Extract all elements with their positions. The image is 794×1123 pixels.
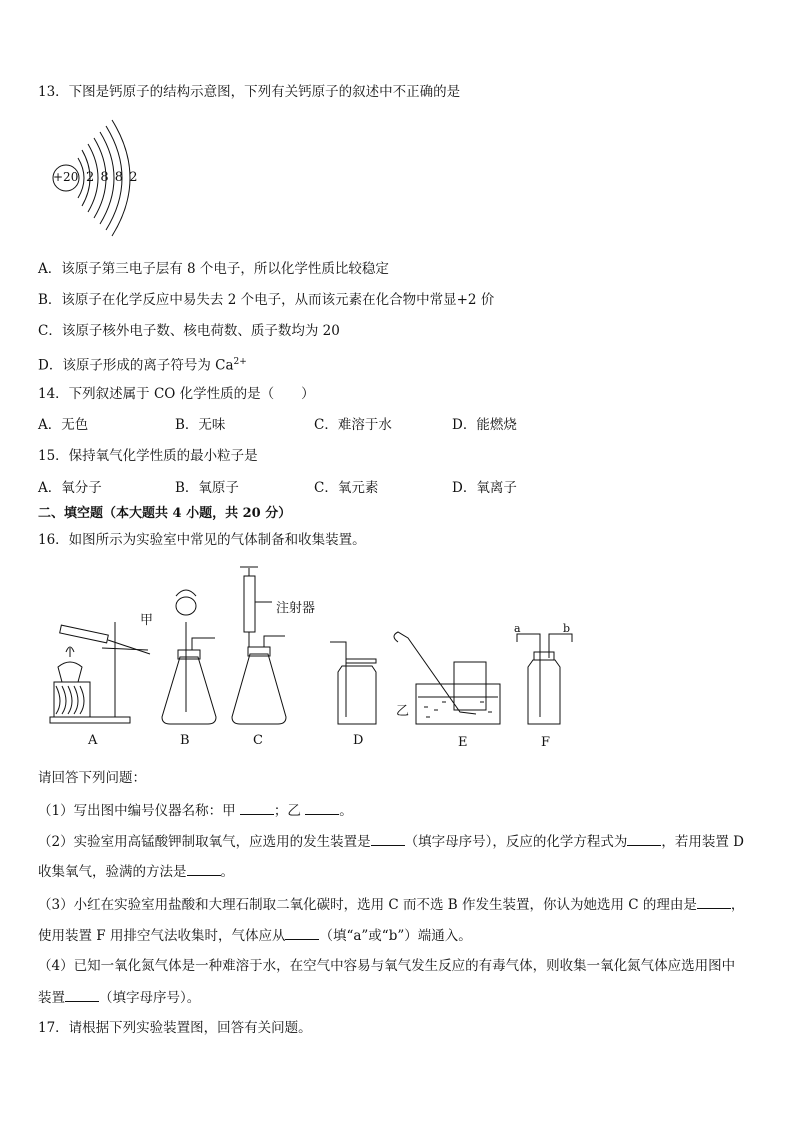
q16-part2-cont xyxy=(38,862,234,881)
apparatus-e xyxy=(394,632,500,724)
q15-stem: 15．保持氧气化学性质的最小粒子是 xyxy=(38,448,258,464)
q16-part2-d: 收集氧气，验满的方法是 xyxy=(38,864,187,880)
blank-port[interactable] xyxy=(285,926,319,940)
q16-part4-cont xyxy=(38,988,200,1007)
q16-part1-a: （1）写出图中编号仪器名称：甲 xyxy=(38,803,240,819)
q16-part2-b: （填字母序号），反应的化学方程式为 xyxy=(404,834,628,850)
blank-reason[interactable] xyxy=(697,895,731,909)
label-apparatus-f: F xyxy=(541,735,551,750)
apparatus-d xyxy=(330,642,376,724)
q16-part2-a: （2）实验室用高锰酸钾制取氧气，应选用的发生装置是 xyxy=(38,834,371,850)
q16-prompt: 请回答下列问题： xyxy=(38,770,146,786)
q16-part3-d: （填“a”或“b”）端通入。 xyxy=(319,928,472,944)
apparatus-f xyxy=(517,634,572,724)
blank-yi[interactable] xyxy=(305,801,339,815)
section-heading: 二、填空题（本大题共 4 小题，共 20 分） xyxy=(38,506,292,521)
q13-option-b: B．该原子在化学反应中易失去 2 个电子，从而该元素在化合物中常显+2 价 xyxy=(38,292,495,308)
electron-config-label: 2 8 8 2 xyxy=(86,170,139,185)
q16-part3-c: 使用装置 F 用排空气法收集时，气体应从 xyxy=(38,928,286,944)
q16-part2-c: ，若用装置 D xyxy=(661,834,744,850)
q16-part3-a: （3）小红在实验室用盐酸和大理石制取二氧化碳时，选用 C 而不选 B 作发生装置，你认为她选用 C 的理由是 xyxy=(38,897,697,913)
q13-option-c: C．该原子核外电子数、核电荷数、质子数均为 20 xyxy=(38,323,340,339)
q13-stem: 13．下图是钙原子的结构示意图，下列有关钙原子的叙述中不正确的是 xyxy=(38,84,461,100)
q15-option-c: C．氧元素 xyxy=(314,480,379,496)
label-port-b: b xyxy=(563,622,571,635)
q14-option-d: D．能燃烧 xyxy=(452,417,517,433)
q16-stem: 16．如图所示为实验室中常见的气体制备和收集装置。 xyxy=(38,532,366,548)
q16-part1 xyxy=(38,801,353,820)
label-yi: 乙 xyxy=(396,704,410,719)
q16-part2 xyxy=(38,832,744,851)
q16-part3-b: ， xyxy=(730,897,745,913)
blank-jia[interactable] xyxy=(240,801,274,815)
gas-apparatus-figure xyxy=(40,562,600,752)
q14-option-c: C．难溶于水 xyxy=(314,417,392,433)
label-apparatus-e: E xyxy=(458,735,468,750)
blank-no-collect[interactable] xyxy=(65,988,99,1002)
q17-stem: 17．请根据下列实验装置图，回答有关问题。 xyxy=(38,1020,312,1036)
nucleus-label: +20 xyxy=(53,170,79,184)
q15-option-d: D．氧离子 xyxy=(452,480,517,496)
blank-full-check[interactable] xyxy=(187,862,221,876)
q16-part3 xyxy=(38,895,744,914)
q15-option-b: B．氧原子 xyxy=(175,480,239,496)
label-port-a: a xyxy=(514,622,521,635)
ion-charge: 2+ xyxy=(233,357,247,367)
q15-option-a: A．氧分子 xyxy=(38,480,102,496)
q16-part1-c: 。 xyxy=(339,803,353,819)
label-apparatus-a: A xyxy=(88,733,98,748)
q13-option-a: A．该原子第三电子层有 8 个电子，所以化学性质比较稳定 xyxy=(38,261,389,277)
apparatus-b xyxy=(162,590,216,724)
label-jia: 甲 xyxy=(140,613,154,628)
q16-part3-cont xyxy=(38,926,472,945)
q13-option-d xyxy=(38,353,247,375)
blank-generator[interactable] xyxy=(371,832,405,846)
q13-option-d-text: D．该原子形成的离子符号为 Ca xyxy=(38,357,234,374)
q16-part4-c: （填字母序号）。 xyxy=(99,990,201,1006)
q14-stem: 14．下列叙述属于 CO 化学性质的是（ ） xyxy=(38,386,315,402)
label-syringe: 注射器 xyxy=(276,601,316,616)
apparatus-c xyxy=(232,567,286,724)
apparatus-a xyxy=(50,622,150,723)
label-apparatus-d: D xyxy=(353,733,364,748)
q16-part1-b: ；乙 xyxy=(273,803,306,819)
q16-part4-b: 装置 xyxy=(38,990,65,1006)
q14-option-b: B．无味 xyxy=(175,417,226,433)
label-apparatus-b: B xyxy=(180,733,190,748)
q14-option-a: A．无色 xyxy=(38,417,89,433)
q16-part4: （4）已知一氧化氮气体是一种难溶于水，在空气中容易与氧气发生反应的有毒气体，则收集一氧化氮气体应选用图中 xyxy=(38,958,736,974)
label-apparatus-c: C xyxy=(253,733,263,748)
blank-equation[interactable] xyxy=(627,832,661,846)
q16-part2-e: 。 xyxy=(220,864,234,880)
